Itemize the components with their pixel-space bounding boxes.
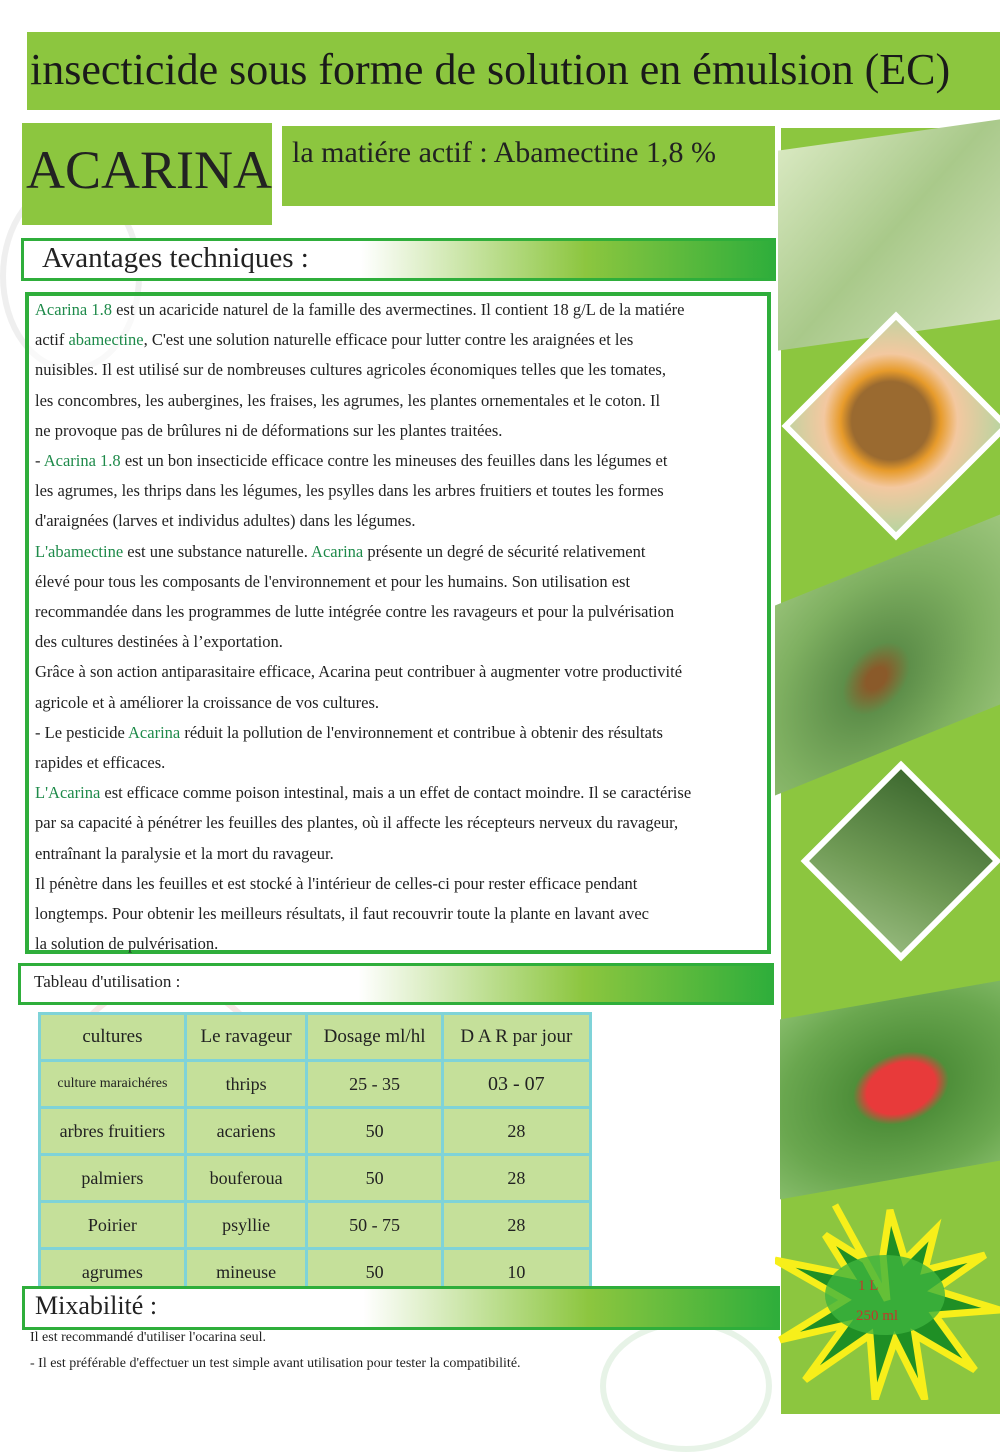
table-cell: 10 bbox=[442, 1249, 590, 1296]
paragraph-line bbox=[35, 844, 334, 864]
table-cell: 50 bbox=[307, 1249, 442, 1296]
text-segment: recommandée dans les programmes de lutte intégrée contre les ravageurs et pour la pulvérisation bbox=[35, 602, 675, 621]
package-size: 250 ml bbox=[856, 1308, 899, 1324]
paragraph-line bbox=[35, 904, 649, 924]
paragraph-line bbox=[35, 360, 666, 380]
paragraph-line bbox=[35, 511, 416, 531]
active-ingredient: la matiére actif : Abamectine 1,8 % bbox=[292, 136, 716, 169]
paragraph-line bbox=[35, 813, 678, 833]
text-segment: réduit la pollution de l'environnement et contribue à obtenir des résultats bbox=[180, 722, 663, 742]
text-segment: est un bon insecticide efficace contre les mineuses des feuilles dans les légumes et bbox=[120, 451, 668, 470]
paragraph-line bbox=[35, 330, 633, 350]
table-cell: bouferoua bbox=[185, 1155, 307, 1202]
table-cell: 03 - 07 bbox=[442, 1061, 590, 1108]
table-header-row bbox=[40, 1014, 591, 1061]
table-row bbox=[40, 1202, 591, 1249]
advantages-header bbox=[21, 238, 776, 281]
highlighted-term: abamectine bbox=[68, 330, 144, 350]
paragraph-line bbox=[35, 572, 630, 592]
paragraph-line bbox=[35, 934, 218, 954]
highlighted-term: Acarina bbox=[311, 541, 364, 561]
usage-header bbox=[18, 963, 774, 1005]
background-doodle bbox=[600, 1320, 772, 1452]
table-cell: 25 - 35 bbox=[307, 1061, 442, 1108]
active-ingredient-box bbox=[282, 126, 775, 206]
text-segment: présente un degré de sécurité relativement bbox=[363, 541, 646, 561]
product-name: ACARINA bbox=[26, 140, 273, 200]
text-segment: rapides et efficaces. bbox=[35, 753, 166, 772]
table-cell: palmiers bbox=[40, 1155, 186, 1202]
text-segment: - bbox=[35, 451, 44, 470]
text-segment: Il pénètre dans les feuilles et est stocké à l'intérieur de celles-ci pour rester efficace pendant bbox=[35, 873, 638, 893]
text-segment: par sa capacité à pénétrer les feuilles des plantes, où il affecte les récepteurs nerveux du ravageur, bbox=[35, 813, 679, 833]
advantages-heading: Avantages techniques : bbox=[42, 242, 309, 274]
table-cell: 28 bbox=[442, 1155, 590, 1202]
table-cell: Poirier bbox=[40, 1202, 186, 1249]
mixability-text: Il est recommandé d'utiliser l'ocarina seul. bbox=[30, 1330, 266, 1345]
table-cell: 28 bbox=[442, 1108, 590, 1155]
text-segment: nuisibles. Il est utilisé sur de nombreuses cultures agricoles économiques telles que les tomates, bbox=[35, 360, 666, 380]
paragraph-line bbox=[35, 632, 283, 652]
text-segment: la solution de pulvérisation. bbox=[35, 934, 219, 954]
advantages-text-box bbox=[25, 292, 771, 954]
text-segment: entraînant la paralysie et la mort du ravageur. bbox=[35, 843, 334, 863]
table-cell: arbres fruitiers bbox=[40, 1108, 186, 1155]
paragraph-line bbox=[35, 693, 379, 713]
text-segment: est efficace comme poison intestinal, mais a un effet de contact moindre. Il se caractérise bbox=[100, 783, 692, 803]
paragraph-line bbox=[35, 481, 664, 501]
table-cell: agrumes bbox=[40, 1249, 186, 1296]
column-header: Dosage ml/hl bbox=[307, 1014, 442, 1061]
text-segment: agricole et à améliorer la croissance de vos cultures. bbox=[35, 692, 380, 712]
table-cell: 50 bbox=[307, 1155, 442, 1202]
paragraph-line bbox=[35, 391, 660, 411]
paragraph-line bbox=[35, 753, 165, 773]
mixability-heading: Mixabilité : bbox=[35, 1291, 158, 1320]
highlighted-term: Acarina bbox=[128, 722, 181, 742]
paragraph-line bbox=[35, 874, 637, 894]
highlighted-term: L'Acarina bbox=[35, 783, 101, 803]
text-segment: des cultures destinées à l’exportation. bbox=[35, 632, 283, 652]
text-segment: ne provoque pas de brûlures ni de déformations sur les plantes traitées. bbox=[35, 420, 503, 440]
text-segment: élevé pour tous les composants de l'environnement et pour les humains. Son utilisation est bbox=[35, 571, 631, 591]
package-size: 1 L bbox=[858, 1278, 879, 1294]
highlighted-term: Acarina 1.8 bbox=[35, 300, 112, 319]
mixability-header bbox=[22, 1286, 780, 1330]
paragraph-line bbox=[35, 451, 667, 471]
table-cell: psyllie bbox=[185, 1202, 307, 1249]
highlighted-term: Acarina 1.8 bbox=[43, 451, 121, 470]
text-segment: les concombres, les aubergines, les fraises, les agrumes, les plantes ornementales et le coton. Il bbox=[35, 390, 661, 410]
text-segment: - Le pesticide bbox=[35, 722, 129, 742]
text-segment: est une substance naturelle. bbox=[123, 541, 312, 561]
paragraph-line bbox=[35, 421, 502, 441]
paragraph-line bbox=[35, 542, 645, 562]
column-header: D A R par jour bbox=[442, 1014, 590, 1061]
highlighted-term: L'abamectine bbox=[35, 541, 124, 561]
table-row bbox=[40, 1061, 591, 1108]
usage-heading: Tableau d'utilisation : bbox=[34, 972, 181, 991]
product-name-box bbox=[22, 123, 272, 225]
table-cell: thrips bbox=[185, 1061, 307, 1108]
title-banner bbox=[27, 32, 1000, 110]
paragraph-line bbox=[35, 662, 682, 682]
paragraph-line bbox=[35, 300, 684, 320]
mixability-text: - Il est préférable d'effectuer un test simple avant utilisation pour tester la compatibilité. bbox=[30, 1356, 521, 1371]
table-cell: mineuse bbox=[185, 1249, 307, 1296]
packaging-starburst bbox=[775, 1200, 1000, 1400]
table-cell: culture maraichéres bbox=[40, 1061, 186, 1108]
text-segment: est un acaricide naturel de la famille des avermectines. Il contient 18 g/L de la matiére bbox=[111, 300, 685, 319]
text-segment: Grâce à son action antiparasitaire efficace, Acarina peut contribuer à augmenter votre productivité bbox=[35, 662, 683, 682]
thrips-photo bbox=[778, 119, 1000, 350]
paragraph-line bbox=[35, 783, 691, 803]
paragraph-line bbox=[35, 723, 663, 743]
table-row bbox=[40, 1108, 591, 1155]
text-segment: les agrumes, les thrips dans les légumes, les psylles dans les arbres fruitiers et toutes les formes bbox=[35, 481, 664, 501]
column-header: Le ravageur bbox=[185, 1014, 307, 1061]
usage-table bbox=[38, 1012, 592, 1297]
table-row bbox=[40, 1155, 591, 1202]
text-segment: longtemps. Pour obtenir les meilleurs résultats, il faut recouvrir toute la plante en lavant avec bbox=[35, 904, 649, 923]
page-title: insecticide sous forme de solution en émulsion (EC) bbox=[30, 45, 951, 94]
table-cell: 28 bbox=[442, 1202, 590, 1249]
text-segment: , C'est une solution naturelle efficace pour lutter contre les araignées et les bbox=[143, 330, 634, 350]
table-cell: 50 bbox=[307, 1108, 442, 1155]
table-cell: acariens bbox=[185, 1108, 307, 1155]
paragraph-line bbox=[35, 602, 674, 622]
table-cell: 50 - 75 bbox=[307, 1202, 442, 1249]
text-segment: actif bbox=[35, 330, 69, 350]
column-header: cultures bbox=[40, 1014, 186, 1061]
text-segment: d'araignées (larves et individus adultes) dans les légumes. bbox=[35, 511, 416, 531]
